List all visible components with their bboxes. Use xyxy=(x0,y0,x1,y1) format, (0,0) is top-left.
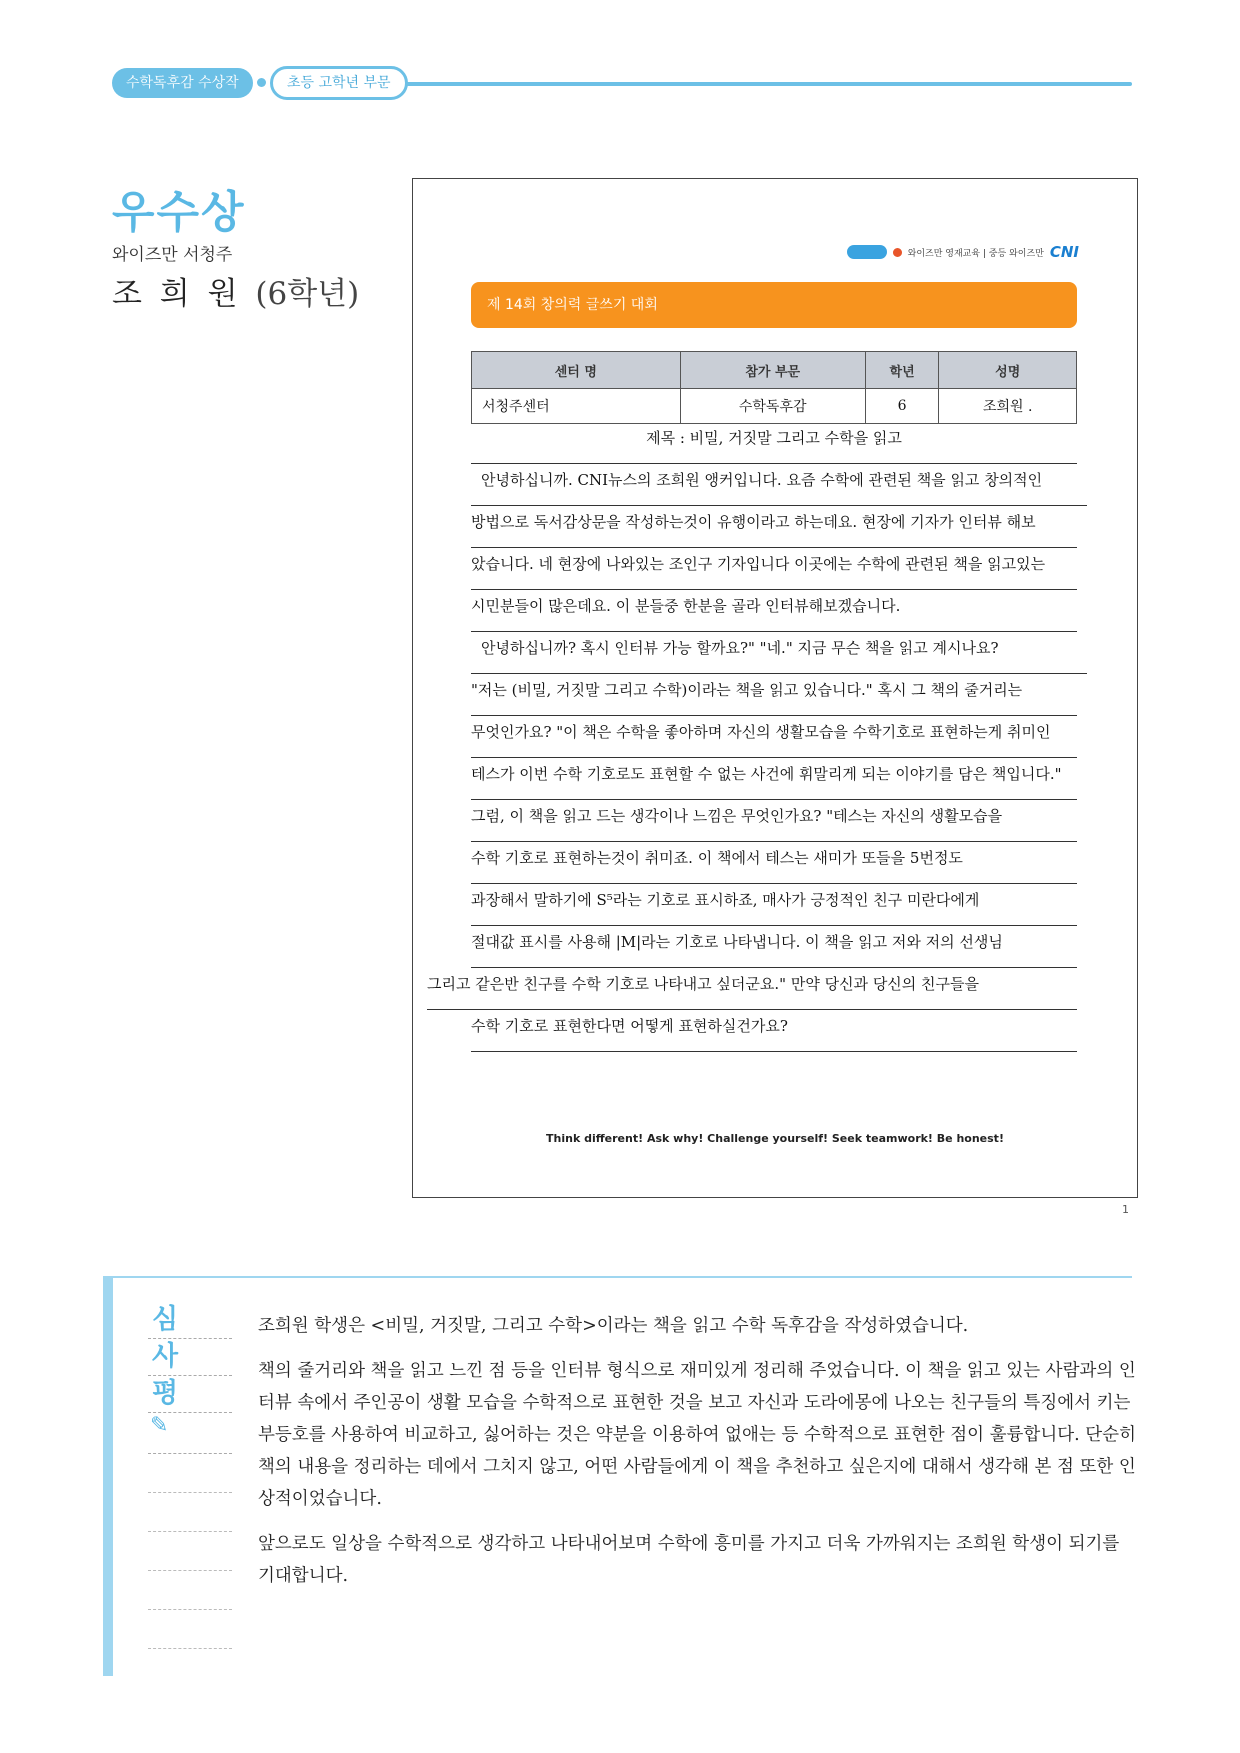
review-paragraph: 책의 줄거리와 책을 읽고 느낀 점 등을 인터뷰 형식으로 재미있게 정리해 주었습니다. 이 책을 읽고 있는 사람과의 인터뷰 속에서 주인공이 생활 모습을 수학적으로 표현한 것을 보고 자신과 도라에몽에 나오는 친구들의 특징에서 키는 부등호를 사용하여 비교하고, 싫어하는 것은 약분을 이용하여 없애는 등 수학적으로 표현한 점이 훌륭합니다. 단순히 책의 내용을 정리하는 데에서 그치지 않고, 어떤 사람들에게 이 책을 추천하고 싶은지에 대해서 생각해 본 점 또한 인상적이었습니다. xyxy=(258,1361,1136,1509)
essay-title: 제목 : 비밀, 거짓말 그리고 수학을 읽고 xyxy=(471,427,1077,464)
pencil-icon: ✎ xyxy=(148,1413,232,1454)
essay-line: 테스가 이번 수학 기호로도 표현할 수 없는 사건에 휘말리게 되는 이야기를 담은 책입니다." xyxy=(471,763,1077,800)
student-name: 조 희 원 xyxy=(112,276,242,312)
review-side-bar xyxy=(103,1276,113,1676)
essay-line: 안녕하십니까. CNI뉴스의 조희원 앵커입니다. 요즘 수학에 관련된 책을 읽고 창의적인 xyxy=(471,469,1087,506)
dashed-rule xyxy=(148,1610,232,1649)
student-grade: (6학년) xyxy=(255,276,360,312)
essay-line: 안녕하십니까? 혹시 인터뷰 가능 할까요?" "네." 지금 무슨 책을 읽고 계시나요? xyxy=(471,637,1087,674)
review-label-char: 평 xyxy=(148,1376,232,1413)
student-name-line xyxy=(112,268,359,313)
table-cell: 6 xyxy=(865,389,939,424)
dashed-rule xyxy=(148,1493,232,1532)
table-header-row xyxy=(472,352,1077,389)
essay-line: 시민분들이 많은데요. 이 분들중 한분을 골라 인터뷰해보겠습니다. xyxy=(471,595,1077,632)
award-title: 우수상 xyxy=(112,187,246,238)
logo-text: 와이즈만 영재교육 | 중등 와이즈만 xyxy=(907,248,1044,259)
essay-line: 았습니다. 네 현장에 나와있는 조인구 기자입니다 이곳에는 수학에 관련된 책을 읽고있는 xyxy=(471,553,1077,590)
table-row xyxy=(472,389,1077,424)
dashed-rule xyxy=(148,1532,232,1571)
logo-dot-icon xyxy=(893,248,902,257)
table-header: 참가 부문 xyxy=(680,352,865,389)
entry-info-table xyxy=(471,351,1077,424)
essay-line: 수학 기호로 표현한다면 어떻게 표현하실건가요? xyxy=(471,1015,1077,1052)
essay-line: 무엇인가요? "이 책은 수학을 좋아하며 자신의 생활모습을 수학기호로 표현하는게 취미인 xyxy=(471,721,1077,758)
category-pill: 수학독후감 수상작 xyxy=(112,68,253,98)
table-cell: 조희원 . xyxy=(939,389,1077,424)
review-paragraph: 앞으로도 일상을 수학적으로 생각하고 나타내어보며 수학에 흥미를 가지고 더욱 가까워지는 조희원 학생이 되기를 기대합니다. xyxy=(258,1534,1120,1586)
header-dot xyxy=(257,78,266,87)
document-page-number: 1 xyxy=(1122,1203,1129,1216)
essay-line: 절대값 표시를 사용해 |M|라는 기호로 나타냅니다. 이 책을 읽고 저와 저의 선생님 xyxy=(471,931,1077,968)
essay-line: 방법으로 독서감상문을 작성하는것이 유행이라고 하는데요. 현장에 기자가 인터뷰 해보 xyxy=(471,511,1077,548)
review-label-char: 사 xyxy=(148,1339,232,1376)
table-header: 성명 xyxy=(939,352,1077,389)
essay-line: 수학 기호로 표현하는것이 취미죠. 이 책에서 테스는 새미가 또들을 5번정도 xyxy=(471,847,1077,884)
page-header xyxy=(112,66,1132,100)
table-header: 센터 명 xyxy=(472,352,681,389)
table-header: 학년 xyxy=(865,352,939,389)
logo-cloud-icon xyxy=(847,245,887,259)
center-name: 와이즈만 서청주 xyxy=(112,245,233,265)
review-top-rule xyxy=(112,1276,1132,1278)
cni-logo xyxy=(847,243,1079,261)
review-paragraph: 조희원 학생은 <비밀, 거짓말, 그리고 수학>이라는 책을 읽고 수학 독후감을 작성하였습니다. xyxy=(258,1316,969,1336)
review-text xyxy=(258,1310,1138,1605)
header-rule xyxy=(372,82,1132,86)
scanned-entry xyxy=(412,178,1138,1198)
essay-line: 그리고 같은반 친구를 수학 기호로 나타내고 싶더군요." 만약 당신과 당신의 친구들을 xyxy=(427,973,1077,1010)
division-pill: 초등 고학년 부문 xyxy=(270,66,408,100)
dashed-rule xyxy=(148,1454,232,1493)
contest-banner: 제 14회 창의력 글쓰기 대회 xyxy=(471,282,1077,328)
table-cell: 서청주센터 xyxy=(472,389,681,424)
review-label-char: 심 xyxy=(148,1302,232,1339)
table-cell: 수학독후감 xyxy=(680,389,865,424)
essay-line: "저는 (비밀, 거짓말 그리고 수학)이라는 책을 읽고 있습니다." 혹시 그 책의 줄거리는 xyxy=(471,679,1077,716)
motto: Think different! Ask why! Challenge yourself! Seek teamwork! Be honest! xyxy=(546,1132,1004,1145)
dashed-rule xyxy=(148,1571,232,1610)
logo-brand: CNI xyxy=(1049,243,1079,261)
essay-line: 그럼, 이 책을 읽고 드는 생각이나 느낌은 무엇인가요? "테스는 자신의 생활모습을 xyxy=(471,805,1077,842)
essay-line: 과장해서 말하기에 S⁵라는 기호로 표시하죠, 매사가 긍정적인 친구 미란다에게 xyxy=(471,889,1077,926)
review-label xyxy=(148,1302,232,1649)
